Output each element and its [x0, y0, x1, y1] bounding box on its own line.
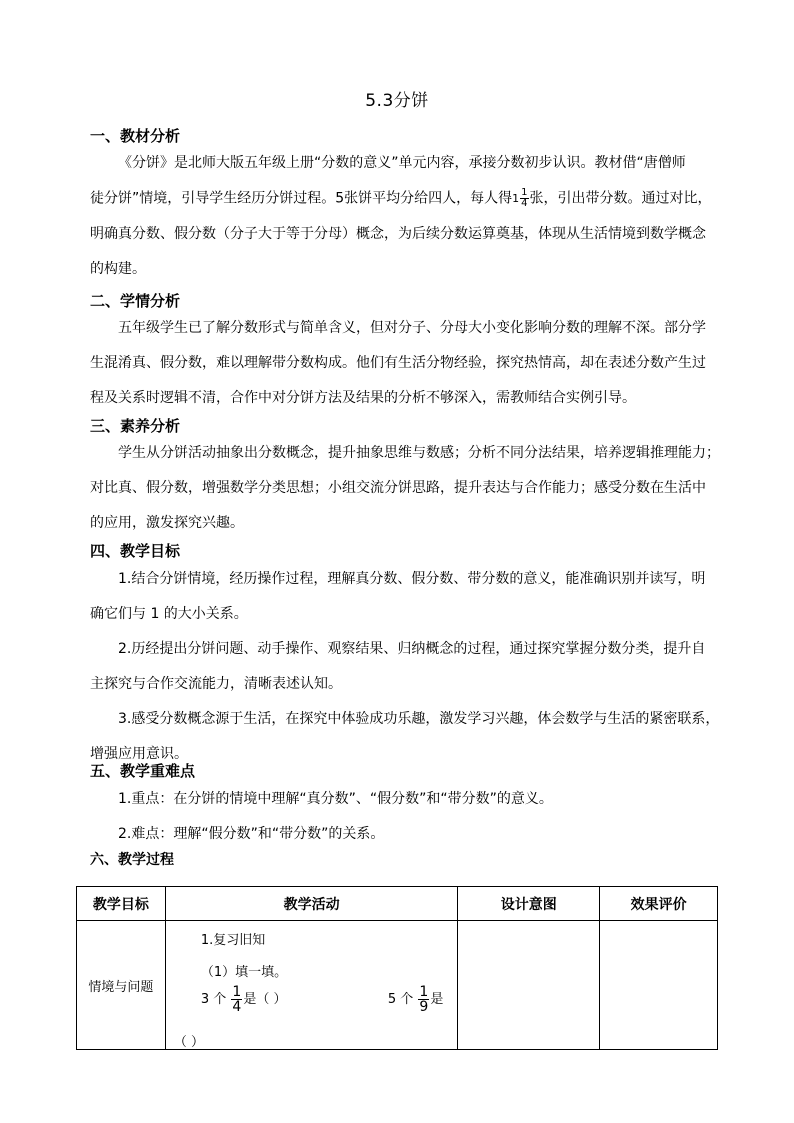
- column-header: 设计意图: [458, 887, 600, 921]
- section-body-3: [90, 436, 720, 541]
- mixed-number-fraction: $\frac{1}{4}$: [521, 187, 528, 209]
- activity-line: 5 个 $\frac{1}{9}$ 是: [387, 984, 444, 1015]
- table-header-row: [77, 887, 718, 921]
- goal-cell: 情境与问题: [77, 921, 166, 1050]
- paragraph-line: 明确真分数、假分数（分子大于等于分母）概念，为后续分数运算奠基，体现从生活情境到数学概念: [90, 225, 706, 242]
- evaluation-cell: [600, 921, 718, 1050]
- section-heading-6: 六、教学过程: [90, 852, 174, 868]
- paragraph-line: 确它们与 1 的大小关系。: [90, 606, 248, 622]
- paragraph-line: 2.难点：理解“假分数”和“带分数”的关系。: [118, 826, 385, 842]
- intent-cell: [458, 921, 600, 1050]
- section-heading-4: 四、教学目标: [90, 542, 181, 560]
- paragraph-line: 程及关系时逻辑不清，合作中对分饼方法及结果的分析不够深入，需教师结合实例引导。: [90, 390, 636, 406]
- paragraph-line: 生混淆真、假分数，难以理解带分数构成。他们有生活分物经验，探究热情高，却在表述分数产生过: [90, 355, 706, 371]
- paragraph-line: 对比真、假分数，增强数学分类思想；小组交流分饼思路，提升表达与合作能力；感受分数在生活中: [90, 480, 706, 496]
- paragraph-line: 1.重点：在分饼的情境中理解“真分数”、“假分数”和“带分数”的意义。: [118, 791, 553, 807]
- section-body-1: [90, 146, 712, 287]
- section-body-5: [90, 782, 702, 852]
- activity-line: 1.复习旧知: [200, 933, 266, 948]
- mixed-number-integer: 1: [512, 192, 520, 205]
- paragraph-line: 增强应用意识。: [90, 746, 188, 762]
- paragraph-line: 3.感受分数概念源于生活，在探究中体验成功乐趣，激发学习兴趣，体会数学与生活的紧密联系，: [118, 711, 720, 727]
- fraction: $\frac{1}{9}$: [419, 984, 429, 1015]
- table-row: [77, 921, 718, 1050]
- activity-line: （1）填一填。: [200, 965, 288, 980]
- activity-line: （ ）: [173, 1035, 204, 1050]
- fraction: $\frac{1}{4}$: [232, 984, 242, 1015]
- section-body-4: [90, 562, 720, 772]
- paragraph-line: 的构建。: [90, 260, 146, 277]
- paragraph-line: 五年级学生已了解分数形式与简单含义，但对分子、分母大小变化影响分数的理解不深。部分学: [118, 320, 706, 336]
- paragraph-line: 主探究与合作交流能力，清晰表述认知。: [90, 676, 342, 692]
- page-title: 5.3分饼: [365, 91, 429, 111]
- teaching-process-table: [76, 886, 718, 1050]
- section-heading-3: 三、素养分析: [90, 417, 181, 435]
- activity-cell: [165, 921, 458, 1050]
- section-heading-1: 一、教材分析: [90, 127, 181, 145]
- section-body-2: [90, 311, 706, 416]
- paragraph-line: 学生从分饼活动抽象出分数概念，提升抽象思维与数感；分析不同分法结果，培养逻辑推理能力；: [118, 445, 720, 461]
- paragraph-line: 徒分饼”情境，引导学生经历分饼过程。5张饼平均分给四人，每人得1 $\frac{1}{4}$ 张，引出带分数。通过对比，: [90, 187, 712, 209]
- paragraph-line: 2.历经提出分饼问题、动手操作、观察结果、归纳概念的过程，通过探究掌握分数分类，提升自: [118, 641, 706, 657]
- column-header: 效果评价: [600, 887, 718, 921]
- paragraph-line: 的应用，激发探究兴趣。: [90, 515, 244, 531]
- section-heading-5: 五、教学重难点: [90, 762, 196, 780]
- activity-line: 3 个 $\frac{1}{4}$ 是（ ）: [200, 984, 287, 1015]
- section-heading-2: 二、学情分析: [90, 292, 181, 310]
- column-header: 教学活动: [165, 887, 458, 921]
- paragraph-line: 《分饼》是北师大版五年级上册“分数的意义”单元内容，承接分数初步认识。教材借“唐僧师: [118, 155, 686, 171]
- paragraph-line: 1.结合分饼情境，经历操作过程，理解真分数、假分数、带分数的意义，能准确识别并读写，明: [118, 571, 706, 587]
- column-header: 教学目标: [77, 887, 166, 921]
